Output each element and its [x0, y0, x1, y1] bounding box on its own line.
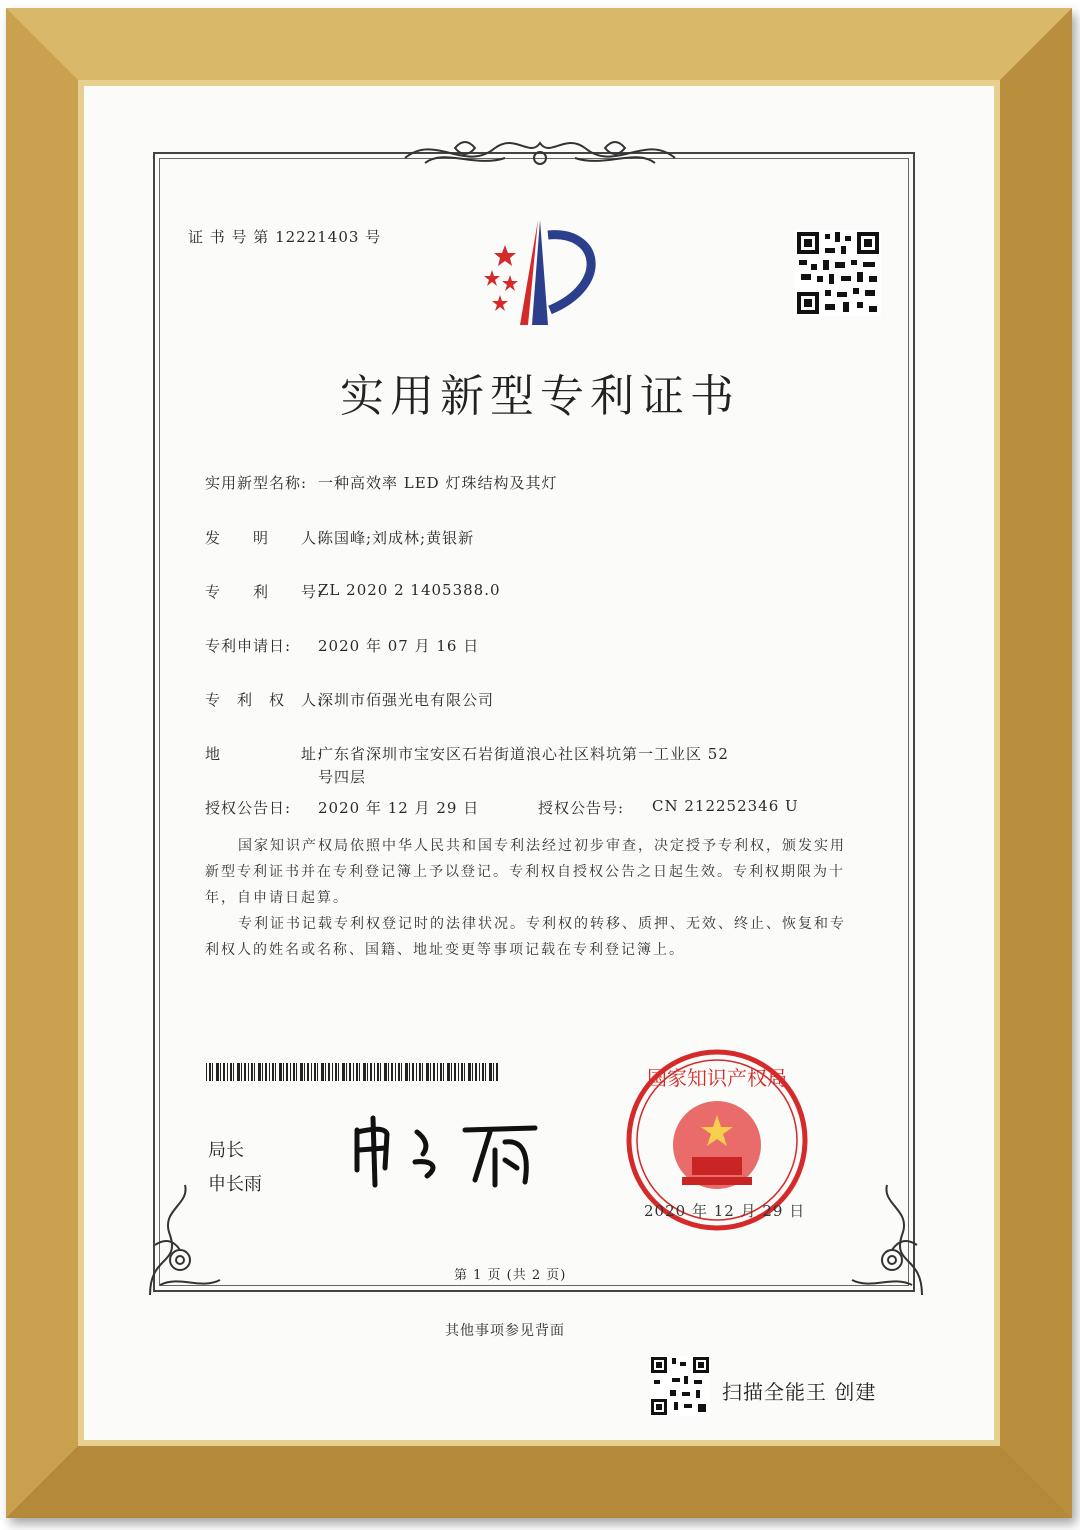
field-label-inventor: 发 明 人: — [205, 529, 324, 547]
paragraph-line-1: 国家知识产权局依照中华人民共和国专利法经过初步审查，决定授予专利权，颁发实用 — [238, 838, 846, 854]
field-value-apply-date: 2020 年 07 月 16 日 — [318, 637, 480, 655]
paragraph-line-2: 新型专利证书并在专利登记簿上予以登记。专利权自授权公告之日起生效。专利权期限为十 — [205, 864, 845, 880]
handwritten-signature — [345, 1110, 545, 1190]
back-note: 其他事项参见背面 — [445, 1323, 565, 1339]
field-label-address: 地 址: — [205, 745, 324, 763]
grant-date-label: 授权公告日: — [205, 799, 292, 817]
certificate-title: 实用新型专利证书 — [340, 371, 740, 422]
field-label-holder: 专 利 权 人: — [205, 691, 324, 709]
seal-text: 国家知识产权局 — [647, 1066, 787, 1090]
field-value-patent-no: ZL 2020 2 1405388.0 — [318, 581, 501, 599]
patent-office-logo-icon — [470, 215, 610, 330]
field-label-patent-no: 专 利 号: — [205, 583, 324, 601]
seal-date: 2020 年 12 月 29 日 — [644, 1202, 806, 1220]
field-value-address-line2: 号四层 — [318, 768, 367, 786]
top-ornament-icon — [395, 128, 685, 178]
certificate-number: 证 书 号 第 12221403 号 — [188, 228, 382, 246]
scanner-label: 扫描全能王 创建 — [722, 1380, 877, 1404]
field-label-apply-date: 专利申请日: — [205, 637, 292, 655]
director-name: 申长雨 — [208, 1174, 262, 1195]
field-value-holder: 深圳市佰强光电有限公司 — [318, 691, 495, 709]
paragraph-line-4: 专利证书记载专利权登记时的法律状况。专利权的转移、质押、无效、终止、恢复和专 — [238, 916, 846, 932]
barcode-icon — [206, 1063, 501, 1081]
field-value-inventor: 陈国峰;刘成林;黄银新 — [318, 529, 475, 547]
field-value-address: 广东省深圳市宝安区石岩街道浪心社区料坑第一工业区 52 — [318, 745, 729, 763]
field-label-name: 实用新型名称: — [205, 474, 308, 492]
director-title: 局长 — [208, 1140, 244, 1161]
scanner-qr-icon — [650, 1356, 710, 1416]
page-info: 第 1 页 (共 2 页) — [454, 1268, 567, 1283]
bottom-right-ornament-icon — [842, 1175, 932, 1300]
grant-date-value: 2020 年 12 月 29 日 — [318, 799, 480, 817]
grant-no-label: 授权公告号: — [538, 799, 625, 817]
grant-no-value: CN 212252346 U — [652, 797, 799, 815]
field-value-name: 一种高效率 LED 灯珠结构及其灯 — [318, 474, 558, 492]
paragraph-line-5: 利权人的姓名或名称、国籍、地址变更等事项记载在专利登记簿上。 — [205, 942, 685, 958]
qr-code-icon — [795, 230, 881, 316]
paragraph-line-3: 年，自申请日起算。 — [205, 890, 349, 906]
